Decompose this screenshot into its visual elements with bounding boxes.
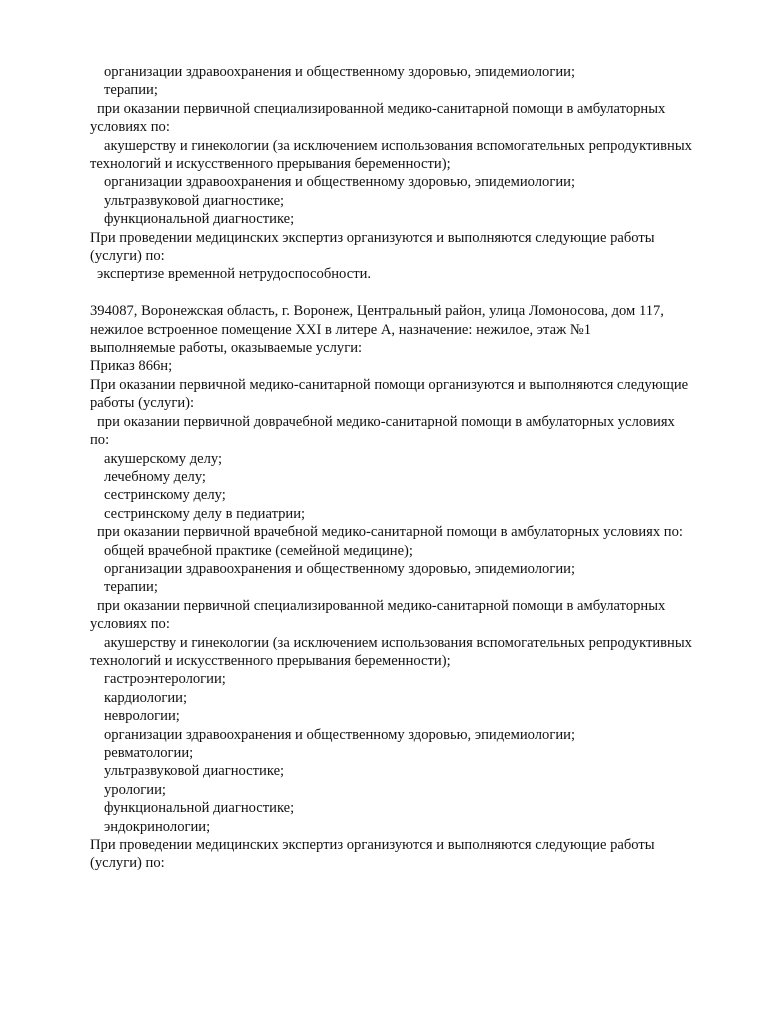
service-item: ультразвуковой диагностике; <box>104 763 285 780</box>
section-heading: При проведении медицинских экспертиз организуются и выполняются следующие работы <box>90 837 655 854</box>
service-item: кардиологии; <box>104 689 188 706</box>
service-item: организации здравоохранения и общественному здоровью, эпидемиологии; <box>104 174 576 191</box>
service-item: экспертизе временной нетрудоспособности. <box>97 266 372 283</box>
document-page <box>90 63 740 873</box>
service-item: терапии; <box>104 82 158 99</box>
service-item: терапии; <box>104 579 158 596</box>
service-item: организации здравоохранения и общественному здоровью, эпидемиологии; <box>104 64 576 80</box>
care-type-heading: при оказании первичной доврачебной медико-санитарной помощи в амбулаторных условиях <box>97 413 675 430</box>
service-item: лечебному делу; <box>104 468 206 485</box>
service-item: акушерскому делу; <box>104 450 223 467</box>
service-item: акушерству и гинекологии (за исключением использования вспомогательных репродуктивных <box>104 634 692 651</box>
care-type-heading-cont: условиях по: <box>90 119 170 136</box>
service-item: организации здравоохранения и общественному здоровью, эпидемиологии; <box>104 726 576 743</box>
order-reference: Приказ 866н; <box>90 358 173 375</box>
section-heading: При оказании первичной медико-санитарной помощи организуются и выполняются следующие <box>90 376 689 393</box>
address-line: 394087, Воронежская область, г. Воронеж, Центральный район, улица Ломоносова, дом 117, <box>90 303 664 320</box>
section-heading-cont: (услуги) по: <box>90 248 165 265</box>
service-item: сестринскому делу в педиатрии; <box>104 505 306 522</box>
service-item: урологии; <box>104 781 166 798</box>
service-item: сестринскому делу; <box>104 487 226 504</box>
service-item-cont: технологий и искусственного прерывания беременности); <box>90 652 451 669</box>
service-item: эндокринологии; <box>104 818 211 835</box>
service-item: акушерству и гинекологии (за исключением использования вспомогательных репродуктивных <box>104 137 692 154</box>
service-item: ревматологии; <box>104 745 194 762</box>
care-type-heading: при оказании первичной врачебной медико-санитарной помощи в амбулаторных условиях по: <box>97 524 683 541</box>
care-type-heading-cont: условиях по: <box>90 616 170 633</box>
address-line: нежилое встроенное помещение XXI в литере А, назначение: нежилое, этаж №1 <box>90 321 592 338</box>
paragraph-gap <box>90 284 740 302</box>
service-item: гастроэнтерологии; <box>104 671 226 688</box>
service-item: организации здравоохранения и общественному здоровью, эпидемиологии; <box>104 560 576 577</box>
care-type-heading-cont: по: <box>90 432 110 449</box>
care-type-heading: при оказании первичной специализированной медико-санитарной помощи в амбулаторных <box>97 100 666 117</box>
works-heading: выполняемые работы, оказываемые услуги: <box>90 340 363 357</box>
section-heading-cont: (услуги) по: <box>90 855 165 872</box>
service-item: неврологии; <box>104 708 180 725</box>
service-item: функциональной диагностике; <box>104 211 295 228</box>
service-item: ультразвуковой диагностике; <box>104 192 285 209</box>
service-item: функциональной диагностике; <box>104 800 295 817</box>
service-item: общей врачебной практике (семейной медицине); <box>104 542 413 559</box>
care-type-heading: при оказании первичной специализированной медико-санитарной помощи в амбулаторных <box>97 597 666 614</box>
service-item-cont: технологий и искусственного прерывания беременности); <box>90 156 451 173</box>
section-heading: При проведении медицинских экспертиз организуются и выполняются следующие работы <box>90 229 655 246</box>
section-heading-cont: работы (услуги): <box>90 395 195 412</box>
